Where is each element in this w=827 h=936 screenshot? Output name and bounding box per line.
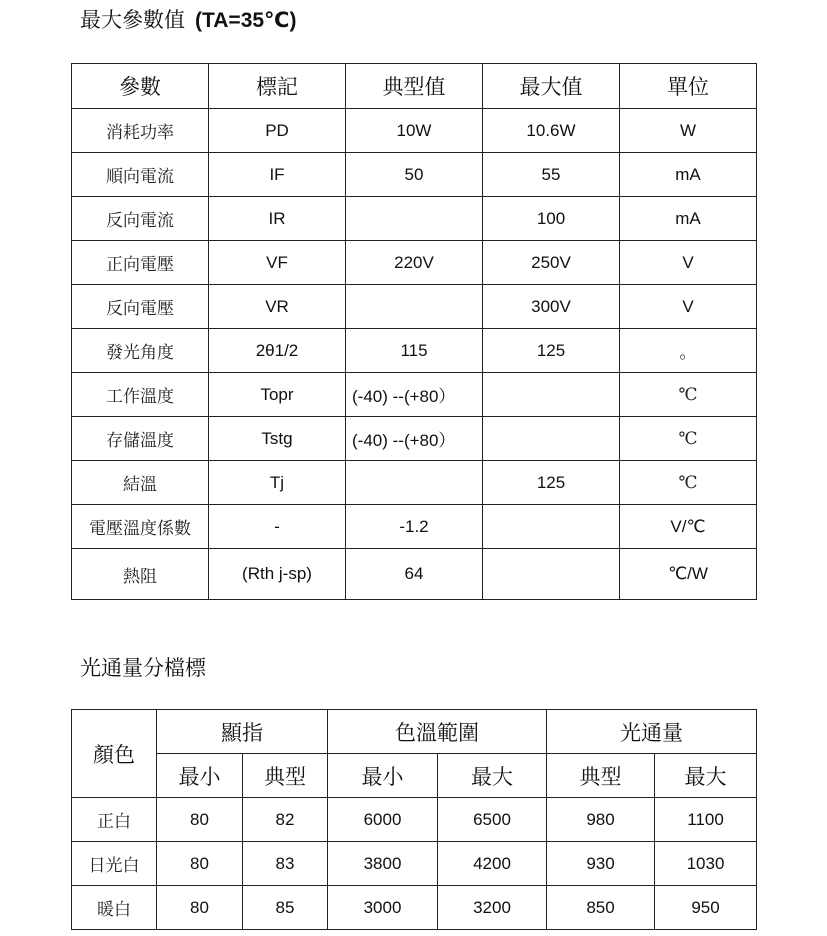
flux-max-cell: 950: [655, 886, 757, 930]
cct-min-cell: 3800: [328, 842, 438, 886]
symbol-cell: VR: [209, 285, 346, 329]
subheader-cct-max: 最大: [438, 754, 547, 798]
subheader-cct-min: 最小: [328, 754, 438, 798]
symbol-cell: Topr: [209, 373, 346, 417]
cri-min-cell: 80: [157, 886, 243, 930]
symbol-cell: Tj: [209, 461, 346, 505]
max-cell: 10.6W: [483, 109, 620, 153]
param-cell: 反向電流: [72, 197, 209, 241]
unit-cell: mA: [620, 197, 757, 241]
max-params-condition: (TA=35℃): [195, 9, 297, 32]
flux-max-cell: 1030: [655, 842, 757, 886]
typical-cell: (-40) --(+80）: [346, 417, 483, 461]
subheader-flux-typ: 典型: [547, 754, 655, 798]
param-cell: 電壓溫度係數: [72, 505, 209, 549]
table-row: [72, 886, 757, 930]
table-row: [72, 329, 757, 373]
max-cell: 250V: [483, 241, 620, 285]
max-cell: 125: [483, 461, 620, 505]
symbol-cell: VF: [209, 241, 346, 285]
header-cct: 色溫範圍: [328, 710, 547, 754]
cct-max-cell: 4200: [438, 842, 547, 886]
typical-cell: (-40) --(+80）: [346, 373, 483, 417]
flux-binning-table: [71, 709, 757, 930]
color-cell: 正白: [72, 798, 157, 842]
max-params-title: 最大參數值: [80, 9, 185, 32]
max-params-heading: [80, 4, 296, 34]
cct-max-cell: 6500: [438, 798, 547, 842]
unit-cell: 。: [620, 329, 757, 373]
typical-cell: -1.2: [346, 505, 483, 549]
cct-max-cell: 3200: [438, 886, 547, 930]
unit-cell: W: [620, 109, 757, 153]
flux-typ-cell: 930: [547, 842, 655, 886]
cct-min-cell: 6000: [328, 798, 438, 842]
cri-typ-cell: 83: [243, 842, 328, 886]
subheader-cri-typ: 典型: [243, 754, 328, 798]
cct-min-cell: 3000: [328, 886, 438, 930]
color-cell: 暖白: [72, 886, 157, 930]
table-row: [72, 153, 757, 197]
cri-min-cell: 80: [157, 842, 243, 886]
table-row: [72, 373, 757, 417]
max-cell: [483, 373, 620, 417]
unit-cell: mA: [620, 153, 757, 197]
cri-min-cell: 80: [157, 798, 243, 842]
typical-cell: 64: [346, 549, 483, 600]
param-cell: 發光角度: [72, 329, 209, 373]
header-color: 顏色: [72, 710, 157, 798]
typical-cell: 10W: [346, 109, 483, 153]
table-row: [72, 798, 757, 842]
param-cell: 消耗功率: [72, 109, 209, 153]
table-row: [72, 461, 757, 505]
header-param: 參數: [72, 64, 209, 109]
max-cell: 125: [483, 329, 620, 373]
header-symbol: 標記: [209, 64, 346, 109]
subheader-cri-min: 最小: [157, 754, 243, 798]
header-cri: 顯指: [157, 710, 328, 754]
max-params-table: [71, 63, 757, 600]
symbol-cell: -: [209, 505, 346, 549]
header-flux: 光通量: [547, 710, 757, 754]
table-row: [72, 842, 757, 886]
table-row: [72, 109, 757, 153]
table-row: [72, 505, 757, 549]
flux-typ-cell: 850: [547, 886, 655, 930]
table-row: [72, 285, 757, 329]
unit-cell: V: [620, 241, 757, 285]
table-header-row: [72, 710, 757, 754]
table-header-row: [72, 64, 757, 109]
color-cell: 日光白: [72, 842, 157, 886]
table-row: [72, 241, 757, 285]
symbol-cell: IF: [209, 153, 346, 197]
unit-cell: V: [620, 285, 757, 329]
max-cell: 300V: [483, 285, 620, 329]
unit-cell: ℃: [620, 461, 757, 505]
table-row: [72, 197, 757, 241]
max-cell: 55: [483, 153, 620, 197]
symbol-cell: (Rth j-sp): [209, 549, 346, 600]
param-cell: 順向電流: [72, 153, 209, 197]
param-cell: 結溫: [72, 461, 209, 505]
param-cell: 存儲溫度: [72, 417, 209, 461]
flux-binning-heading: 光通量分檔標: [80, 657, 206, 680]
cri-typ-cell: 82: [243, 798, 328, 842]
param-cell: 反向電壓: [72, 285, 209, 329]
flux-typ-cell: 980: [547, 798, 655, 842]
typical-cell: 220V: [346, 241, 483, 285]
unit-cell: ℃/W: [620, 549, 757, 600]
header-unit: 單位: [620, 64, 757, 109]
max-cell: [483, 417, 620, 461]
max-cell: [483, 505, 620, 549]
subheader-flux-max: 最大: [655, 754, 757, 798]
unit-cell: V/℃: [620, 505, 757, 549]
table-row: [72, 417, 757, 461]
table-row: [72, 549, 757, 600]
typical-cell: [346, 197, 483, 241]
cri-typ-cell: 85: [243, 886, 328, 930]
header-max: 最大值: [483, 64, 620, 109]
symbol-cell: 2θ1/2: [209, 329, 346, 373]
symbol-cell: Tstg: [209, 417, 346, 461]
typical-cell: 115: [346, 329, 483, 373]
typical-cell: [346, 285, 483, 329]
typical-cell: 50: [346, 153, 483, 197]
symbol-cell: PD: [209, 109, 346, 153]
param-cell: 正向電壓: [72, 241, 209, 285]
unit-cell: ℃: [620, 417, 757, 461]
header-typical: 典型值: [346, 64, 483, 109]
typical-cell: [346, 461, 483, 505]
table-subheader-row: [72, 754, 757, 798]
unit-cell: ℃: [620, 373, 757, 417]
max-cell: 100: [483, 197, 620, 241]
max-cell: [483, 549, 620, 600]
symbol-cell: IR: [209, 197, 346, 241]
param-cell: 工作溫度: [72, 373, 209, 417]
param-cell: 熱阻: [72, 549, 209, 600]
flux-max-cell: 1100: [655, 798, 757, 842]
